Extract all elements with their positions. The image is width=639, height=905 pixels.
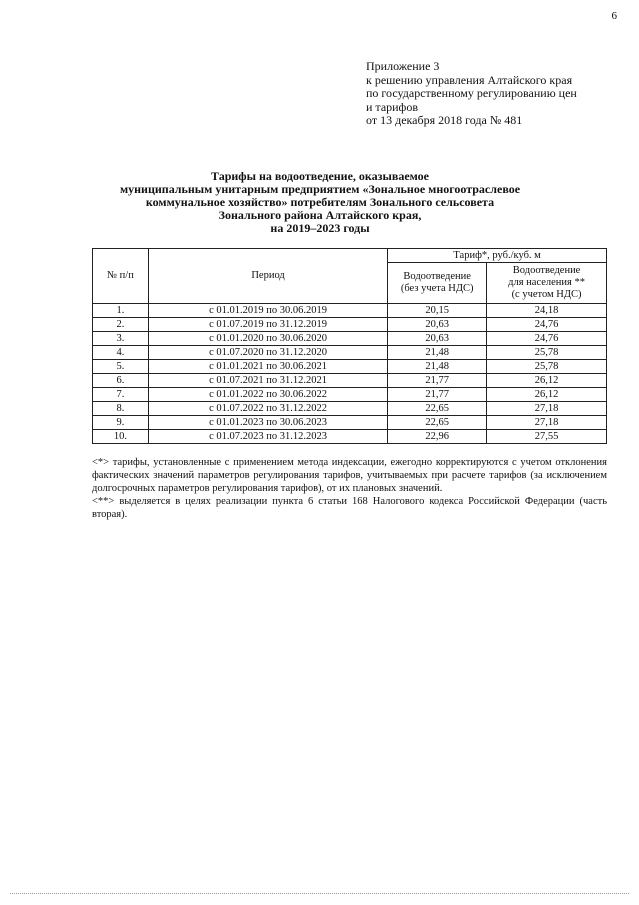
footnotes <box>92 456 607 521</box>
cell-no-vat: 21,48 <box>388 346 487 360</box>
cell-no-vat: 20,63 <box>388 332 487 346</box>
table-row <box>93 332 607 346</box>
appendix-line: и тарифов <box>366 99 419 114</box>
header-period: Период <box>148 249 387 304</box>
cell-with-vat: 27,18 <box>487 402 607 416</box>
header-no-vat-line2: (без учета НДС) <box>400 283 474 294</box>
cell-period: с 01.01.2021 по 30.06.2021 <box>148 360 387 374</box>
page-number: 6 <box>611 10 617 22</box>
cell-with-vat: 27,55 <box>487 430 607 444</box>
table-row <box>93 402 607 416</box>
footnote-vat: <**> выделяется в целях реализации пункта 6 статьи 168 Налогового кодекса Российской Федерации (часть вторая). <box>92 496 607 520</box>
header-with-vat-line1: Водоотведение <box>512 265 581 276</box>
cell-period: с 01.07.2021 по 31.12.2021 <box>148 374 387 388</box>
title-line: Зонального района Алтайского края, <box>218 208 422 222</box>
cell-num: 10. <box>93 430 149 444</box>
title-line: на 2019–2023 годы <box>270 221 370 235</box>
cell-with-vat: 26,12 <box>487 374 607 388</box>
cell-num: 3. <box>93 332 149 346</box>
footnote-tariff-indexation: <*> тарифы, установленные с применением метода индексации, ежегодно корректируются с учетом отклонения фактических значений параметров регулирования тарифов, учитываемых при расчете тарифов (за исключением долгосрочных параметров регулирования тарифов), от их плановых значений. <box>92 457 607 494</box>
appendix-line: от 13 декабря 2018 года № 481 <box>366 113 523 127</box>
table-row <box>93 374 607 388</box>
cell-num: 1. <box>93 304 149 318</box>
title-line: Тарифы на водоотведение, оказываемое <box>210 169 429 183</box>
appendix-line: Приложение 3 <box>366 59 440 73</box>
appendix-line: к решению управления Алтайского края <box>366 72 573 87</box>
table-row <box>93 346 607 360</box>
cell-with-vat: 27,18 <box>487 416 607 430</box>
cell-period: с 01.07.2022 по 31.12.2022 <box>148 402 387 416</box>
cell-with-vat: 24,18 <box>487 304 607 318</box>
cell-with-vat: 24,76 <box>487 332 607 346</box>
header-no-vat-line1: Водоотведение <box>403 271 471 282</box>
cell-num: 7. <box>93 388 149 402</box>
header-no-vat <box>388 263 487 304</box>
cell-no-vat: 22,65 <box>388 402 487 416</box>
header-num: № п/п <box>93 249 149 304</box>
cell-with-vat: 25,78 <box>487 360 607 374</box>
cell-no-vat: 21,77 <box>388 388 487 402</box>
cell-no-vat: 20,63 <box>388 318 487 332</box>
cell-num: 8. <box>93 402 149 416</box>
table-row <box>93 318 607 332</box>
cell-period: с 01.01.2023 по 30.06.2023 <box>148 416 387 430</box>
cell-period: с 01.07.2023 по 31.12.2023 <box>148 430 387 444</box>
title-line: коммунальное хозяйство» потребителям Зонального сельсовета <box>145 195 495 209</box>
table-row <box>93 416 607 430</box>
cell-no-vat: 22,96 <box>388 430 487 444</box>
header-tariff-group: Тариф*, руб./куб. м <box>388 249 607 263</box>
cell-period: с 01.01.2019 по 30.06.2019 <box>148 304 387 318</box>
document-title <box>40 170 600 235</box>
cell-num: 6. <box>93 374 149 388</box>
cell-period: с 01.07.2020 по 31.12.2020 <box>148 346 387 360</box>
tariff-table <box>92 248 607 444</box>
header-with-vat-line3: (с учетом НДС) <box>511 289 582 300</box>
bottom-divider <box>10 893 629 894</box>
title-line: муниципальным унитарным предприятием «Зональное многоотраслевое <box>119 182 521 196</box>
cell-num: 9. <box>93 416 149 430</box>
header-with-vat <box>487 263 607 304</box>
cell-with-vat: 25,78 <box>487 346 607 360</box>
table-row <box>93 304 607 318</box>
cell-period: с 01.01.2020 по 30.06.2020 <box>148 332 387 346</box>
cell-period: с 01.01.2022 по 30.06.2022 <box>148 388 387 402</box>
cell-no-vat: 22,65 <box>388 416 487 430</box>
cell-with-vat: 26,12 <box>487 388 607 402</box>
cell-with-vat: 24,76 <box>487 318 607 332</box>
cell-period: с 01.07.2019 по 31.12.2019 <box>148 318 387 332</box>
appendix-block <box>366 60 616 128</box>
table-row <box>93 430 607 444</box>
cell-num: 5. <box>93 360 149 374</box>
cell-num: 4. <box>93 346 149 360</box>
cell-no-vat: 21,77 <box>388 374 487 388</box>
cell-no-vat: 20,15 <box>388 304 487 318</box>
appendix-line: по государственному регулированию цен <box>366 86 577 100</box>
table-row <box>93 360 607 374</box>
cell-no-vat: 21,48 <box>388 360 487 374</box>
cell-num: 2. <box>93 318 149 332</box>
header-with-vat-line2: для населения ** <box>508 277 585 288</box>
table-row <box>93 388 607 402</box>
